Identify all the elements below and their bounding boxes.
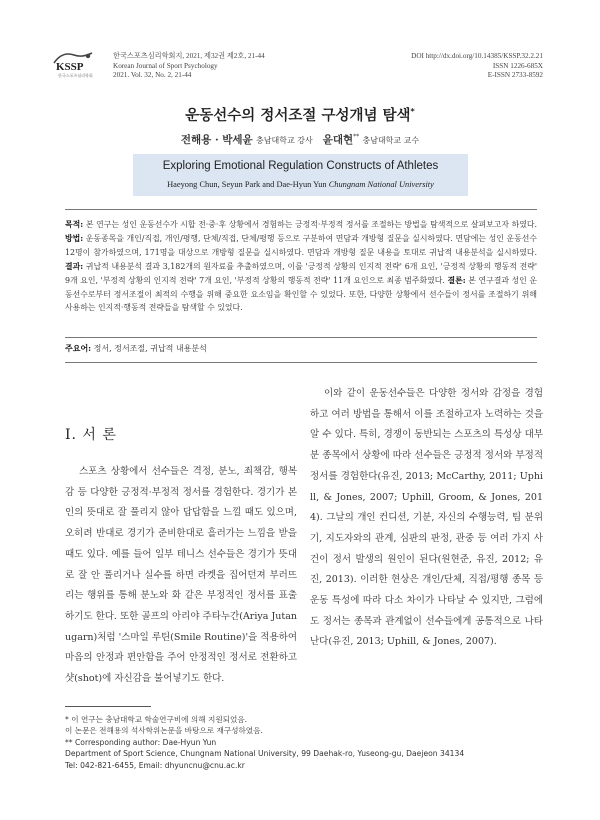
footnote-rule	[65, 706, 151, 707]
eissn: E-ISSN 2733-8592	[487, 71, 543, 79]
body-right-column: 이와 같이 운동선수들은 다양한 정서와 감정을 경험하고 여러 방법을 통해서 이를 조절하고자 노력하는 것을 알 수 있다. 특히, 경쟁이 동반되는 스포츠의 특성상 대부분 종목에서 상황에 따라 선수들은 긍정적 정서와 부정적 정서를 경험한다(유진, 2013; McCarthy, 2011; Uphill, & Jones, 2007; Uphill, Groom, & Jones, 2014). 그날의 개인 컨디션, 기분, 자신의 수행능력, 팀 분위기, 지도자와의 관계, 심판의 판정, 관중 등 여러 가지 사건이 정서 발생의 원인이 된다(원현준, 유진, 2012; 유진, 2013). 이러한 현상은 개인/단체, 직접/평행 종목 등 운동 특성에 따라 다소 차이가 나타날 수 있지만, 그럼에도 정서는 종목과 관계없이 선수들에게 공통적으로 나타난다(유진, 2013; Uphill, & Jones, 2007).	[310, 388, 543, 648]
abstract-label-method: 방법:	[65, 233, 84, 243]
journal-en: Korean Journal of Sport Psychology	[113, 61, 218, 70]
logo-subtext: 한국스포츠심리학회	[58, 73, 93, 78]
footnote-3: ** Corresponding author: Dae-Hyun Yun	[65, 737, 217, 747]
abstract-results: 귀납적 내용분석 결과 3,182개의 원자료를 추출하였으며, 이를 '긍정적 상황의 인지적 전략' 6개 요인, '긍정적 상황의 행동적 전략' 9개 요인, '부정적 상황의 인지적 전략' 7개 요인, '부정적 상황의 행동적 전략' 11개 요인으로 최종 범주화였다.	[65, 261, 537, 285]
section-heading: Ⅰ. 서 론	[65, 427, 117, 443]
journal-logo	[52, 49, 96, 79]
issn: ISSN 1226-685X	[492, 61, 543, 70]
title-footnote-mark: *	[410, 107, 415, 117]
logo-mark	[52, 49, 96, 79]
abstract-conclusion: 본 연구결과 성인 운동선수로부터 정서조절이 최적의 수행을 위해 중요한 요소임을 확인할 수 있었다. 또한, 다양한 상황에서 선수들이 정서를 조절하기 위해 사용하는 인지적·행동적 전략들을 탐색할 수 있었다.	[65, 275, 537, 313]
english-affiliation: Chungnam National University	[328, 180, 434, 189]
footnote-1: * 이 연구는 충남대학교 학술연구비에 의해 지원되었음.	[65, 715, 248, 724]
author-affiliation-2: 충남대학교 교수	[362, 136, 420, 145]
footnote-5[interactable]: Tel: 042-821-6455, Email: dhyuncnu@cnu.ac.kr	[65, 760, 245, 770]
body-left-column: 스포츠 상황에서 선수들은 격정, 분노, 죄책감, 행복감 등 다양한 긍정적·부정적 정서를 경험한다. 경기가 본인의 뜻대로 잘 풀리지 않아 답답함을 느낄 때도 있으며, 오히려 반대로 경기가 준비한대로 흘러가는 느낌을 받을 때도 있다. 예를 들어 일부 테니스 선수들은 경기가 뜻대로 잘 안 풀리거나 실수를 하면 라켓을 집어던져 부러뜨리는 행위를 통해 분노와 화 같은 부정적인 정서를 표출하기도 한다. 또한 골프의 아리야 주타누간(Ariya Jutanugarn)처럼 '스마일 루틴(Smile Routine)'을 적용하여 마음의 안정과 편안함을 주어 안정적인 정서로 전환하고 샷(shot)에 자신감을 불어넣기도 한다.	[65, 466, 297, 685]
english-author-names: Haeyong Chun, Seyun Park and Dae-Hyun Yun	[167, 180, 327, 189]
paper-title	[0, 104, 600, 125]
abstract-purpose: 본 연구는 성인 운동선수가 시합 전·중·후 상황에서 경험하는 긍정적·부정적 정서를 조절하는 방법을 탐색적으로 살펴보고자 하였다.	[83, 220, 537, 229]
keywords	[65, 343, 207, 354]
logo-acronym: KSSP	[56, 61, 84, 73]
abstract-label-purpose: 목적:	[65, 220, 84, 229]
english-authors	[133, 180, 468, 189]
abstract-keyword-rule	[65, 337, 537, 338]
abstract-top-rule	[65, 209, 537, 210]
english-title: Exploring Emotional Regulation Constructs of Athletes	[162, 160, 439, 172]
journal-kr: 한국스포츠심리학회지, 2021, 제32권 제2호, 21-44	[113, 52, 265, 60]
author-line	[0, 132, 600, 147]
author-names-1: 전해용 · 박세윤	[180, 134, 253, 146]
keywords-text: 정서, 정서조절, 귀납적 내용분석	[91, 344, 207, 353]
paper-title-text: 운동선수의 정서조절 구성개념 탐색	[185, 108, 411, 124]
author-name-2: 윤대현	[322, 134, 354, 146]
footnote-2: 이 논문은 전해용의 석사학위논문을 바탕으로 재구성하였음.	[65, 726, 263, 736]
journal-info	[113, 52, 265, 81]
footnotes	[65, 714, 545, 771]
doi-link[interactable]: DOI http://dx.doi.org/10.14385/KSSP.32.2.21	[411, 52, 543, 60]
footnote-4: Department of Sport Science, Chungnam National University, 99 Daehak-ro, Yuseong-gu, Daejeon 34134	[65, 749, 465, 759]
abstract-method: 운동종목을 개인/직접, 개인/평행, 단체/직접, 단체/평행 등으로 구분하여 면담과 개방형 질문을 실시하였다. 면담에는 성인 운동선수 12명이 참가하였으며, 171명을 대상으로 개방형 질문을 실시하였다. 면담과 개방형 질문 내용을 토대로 귀납적 내용분석을 실시하였다.	[65, 233, 537, 257]
abstract-label-conclusion: 결론:	[447, 275, 466, 285]
abstract	[65, 218, 537, 315]
keywords-label: 주요어:	[65, 343, 92, 353]
author-mark-2: **	[353, 133, 360, 141]
keywords-bottom-rule	[65, 362, 537, 363]
journal-volume: 2021. Vol. 32, No. 2, 21-44	[113, 71, 192, 79]
doi-info	[411, 52, 543, 81]
author-affiliation-1: 충남대학교 강사	[256, 136, 313, 145]
abstract-label-results: 결과:	[65, 261, 84, 271]
